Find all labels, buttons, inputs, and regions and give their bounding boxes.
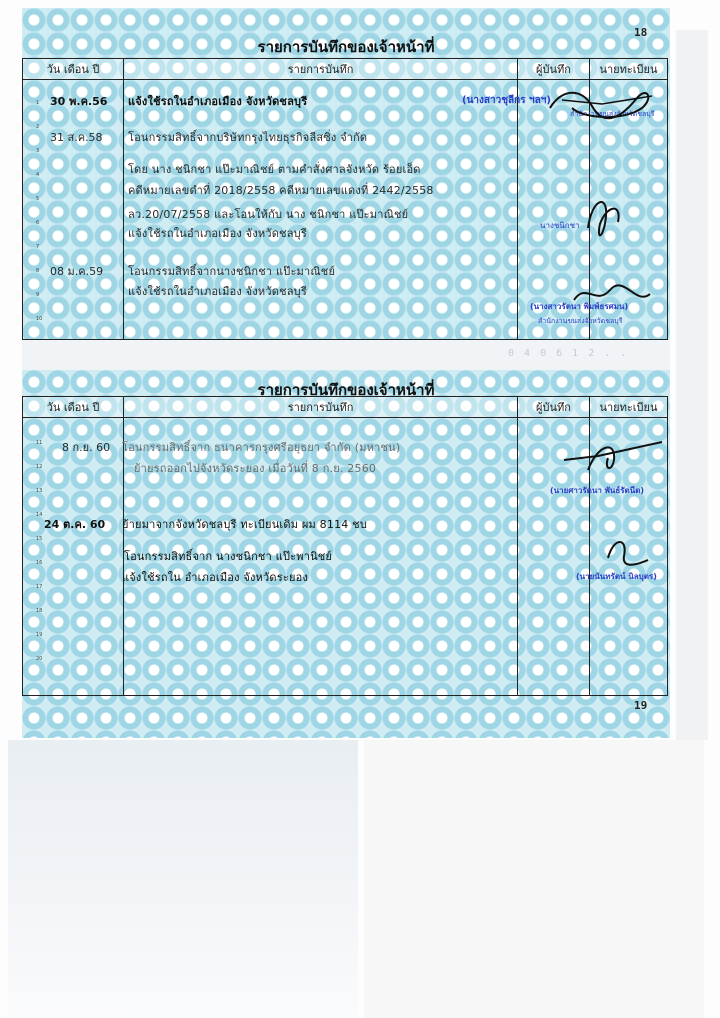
entry-date: 31 ส.ค.58 [50, 131, 103, 144]
row-number: 18 [36, 608, 43, 614]
row-number: 2 [36, 124, 40, 130]
entry-line: แจ้งใช้รถในอำเภอเมือง จังหวัดชลบุรี [128, 95, 308, 108]
entry-line: โดย นาง ชนิกชา แป๊ะมาณิชย์ ตามคำสั่งศาลจังหวัด ร้อยเอ็ด [128, 163, 421, 176]
entry-date: 24 ต.ค. 60 [44, 518, 106, 531]
row-number: 6 [36, 220, 40, 226]
office-stamp: สำนักงานขนส่งจังหวัดชลบุรี [538, 317, 623, 325]
page-number: 19 [634, 699, 648, 712]
row-number: 17 [36, 584, 43, 590]
row-number: 8 [36, 268, 40, 274]
entry-date: 8 ก.ย. 60 [62, 441, 111, 454]
record-page-19 [22, 370, 670, 738]
entry-line: ลว.20/07/2558 และโอนให้กับ นาง ชนิกชา แป๊ะมาณิชย์ [128, 208, 409, 221]
entry-date: 08 ม.ค.59 [50, 265, 104, 278]
row-number: 15 [36, 536, 43, 542]
page-title: รายการบันทึกของเจ้าหน้าที่ [257, 38, 435, 56]
row-number: 13 [36, 488, 43, 494]
signature-mark [566, 276, 656, 316]
header-entry: รายการบันทึก [124, 397, 518, 418]
officer-stamp: (นายนันทรัตน์ นิลบุตร) [576, 572, 657, 581]
row-number: 12 [36, 464, 43, 470]
signature-mark [542, 78, 662, 128]
header-recorder: ผู้บันทึก [517, 397, 589, 418]
row-number: 16 [36, 560, 43, 566]
faint-serial: 0 4 0 6 1 2 . . [508, 348, 629, 359]
header-recorder: ผู้บันทึก [517, 59, 589, 80]
entry-line: คดีหมายเลขดำที่ 2018/2558 คดีหมายเลขแดงที่ 2442/2558 [128, 184, 434, 197]
row-number: 3 [36, 148, 40, 154]
entry-line: โอนกรรมสิทธิ์จากนางชนิกชา แป๊ะมาณิชย์ [128, 265, 336, 278]
officer-stamp: นางชนิกชา [540, 221, 580, 230]
row-number: 5 [36, 196, 40, 202]
signature-mark [558, 430, 668, 480]
row-number: 14 [36, 512, 43, 518]
header-entry: รายการบันทึก [124, 59, 518, 80]
page-gap [22, 340, 670, 370]
entry-line: โอนกรรมสิทธิ์จาก ธนาคารกรุงศรีอยุธยา จำกัด (มหาชน) [122, 441, 401, 454]
row-number: 7 [36, 244, 40, 250]
office-stamp: สำนักงานขนส่งจังหวัดชลบุรี [570, 110, 655, 118]
entry-line: โอนกรรมสิทธิ์จาก นางชนิกชา แป๊ะพานิชย์ [124, 550, 333, 563]
signature-mark [578, 188, 638, 248]
entry-line: ย้ายรถออกไปจังหวัดระยอง เมื่อวันที่ 8 ก.ย. 2560 [134, 462, 377, 475]
row-number: 20 [36, 656, 43, 662]
scan-bleed [8, 740, 358, 1018]
signature-mark [598, 530, 658, 574]
page-number: 18 [634, 26, 648, 39]
entry-line: แจ้งใช้รถใน อำเภอเมือง จังหวัดระยอง [122, 571, 309, 584]
entry-date: 30 พ.ค.56 [50, 95, 108, 108]
entry-line: แจ้งใช้รถในอำเภอเมือง จังหวัดชลบุรี [128, 285, 307, 298]
scan-blank-area [364, 740, 704, 1018]
row-number: 19 [36, 632, 43, 638]
header-registrar: นายทะเบียน [589, 397, 667, 418]
row-number: 9 [36, 292, 40, 298]
row-number: 4 [36, 172, 40, 178]
page-title: รายการบันทึกของเจ้าหน้าที่ [257, 381, 435, 399]
entry-line: โอนกรรมสิทธิ์จากบริษัทกรุงไทยธุรกิจลีสซิ่ง จำกัด [128, 131, 368, 144]
officer-stamp: (นางสาวชุลีกร ฯลฯ) [462, 95, 551, 106]
row-number: 11 [36, 440, 43, 446]
entry-line: แจ้งใช้รถในอำเภอเมือง จังหวัดชลบุรี [128, 227, 307, 240]
header-date: วัน เดือน ปี [23, 397, 124, 418]
row-number: 1 [36, 100, 40, 106]
header-date: วัน เดือน ปี [23, 59, 124, 80]
scan-edge [676, 30, 708, 740]
officer-stamp: (นางสาวรัตนา พิมพ์ธรศมน) [530, 302, 629, 311]
officer-stamp: (นายศาวรัตนา พันธ์รัตนีต) [550, 486, 645, 495]
row-number: 10 [36, 316, 43, 322]
header-registrar: นายทะเบียน [589, 59, 667, 80]
entry-line: ย้ายมาจากจังหวัดชลบุรี ทะเบียนเดิม ผม 8114 ชบ [122, 518, 368, 531]
record-page-18 [22, 8, 670, 340]
